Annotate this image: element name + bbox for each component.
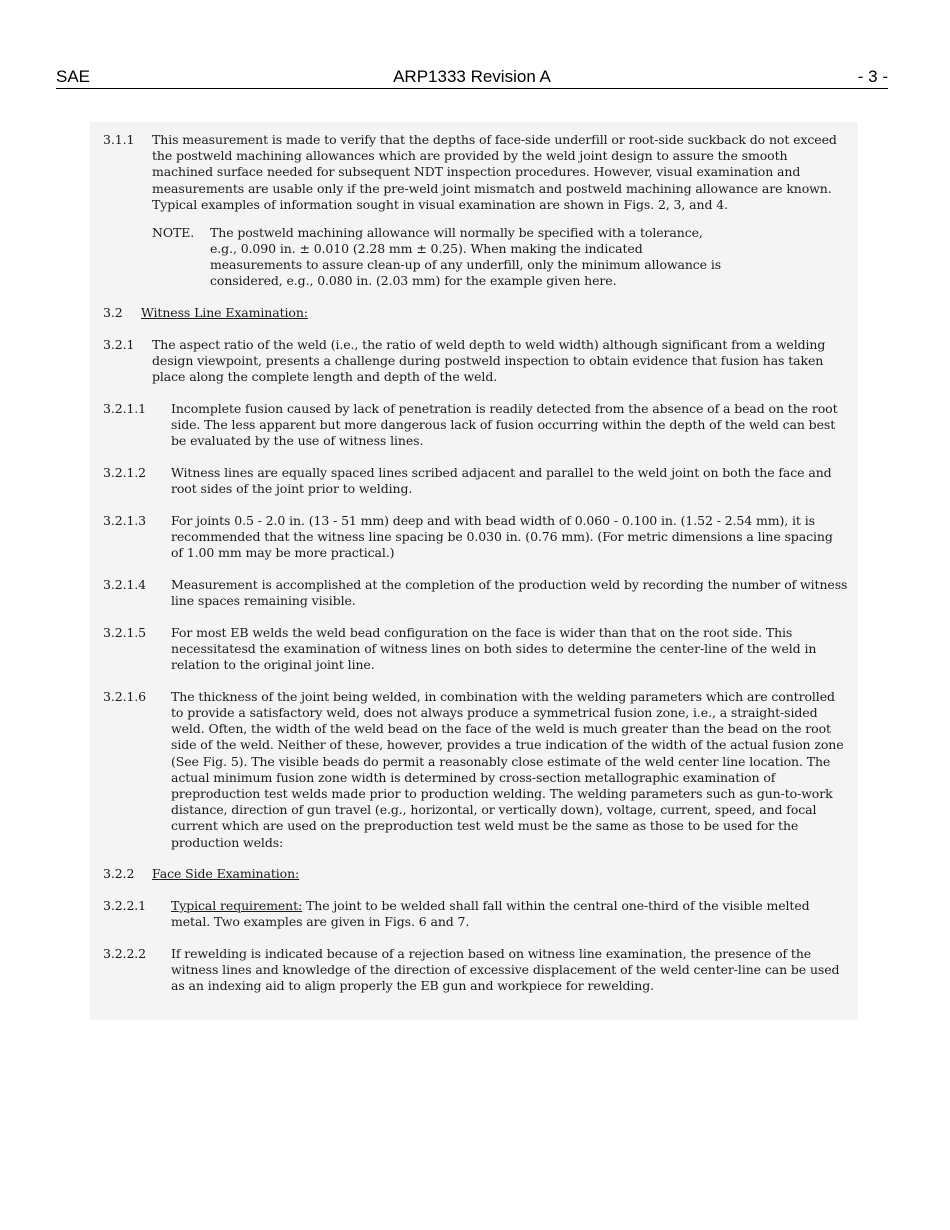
section-number: 3.2.1.3 [103, 512, 147, 528]
section-3-2-2-1 [103, 898, 848, 930]
section-text: Witness lines are equally spaced lines scribed adjacent and parallel to the weld joint on both the face and root sides of the joint prior to welding. [171, 464, 832, 496]
section-text: The aspect ratio of the weld (i.e., the ratio of weld depth to weld width) although significant from a welding design viewpoint, presents a challenge during postweld inspection to obtain evidence that fusion has taken place along the complete length and depth of the weld. [152, 336, 826, 384]
header-document-title: ARP1333 Revision A [393, 67, 551, 86]
section-text: The joint to be welded shall fall within the central one-third of the visible melted metal. Two examples are given in Figs. 6 and 7. [171, 898, 810, 930]
section-number: 3.2.1.2 [103, 464, 147, 480]
section-number: 3.2 [103, 304, 123, 320]
header-org: SAE [56, 67, 91, 86]
header-page-number: - 3 - [857, 67, 888, 86]
note-text: The postweld machining allowance will normally be specified with a tolerance, e.g., 0.090 in. ± 0.010 (2.28 mm ± 0.25). When making the indicated measurements to assure clean-up of any underfill, only the minimum allowance is considered, e.g., 0.080 in. (2.03 mm) for the example given here. [210, 224, 722, 289]
section-number: 3.1.1 [103, 132, 135, 147]
section-number: 3.2.2.1 [103, 898, 147, 914]
section-text: For most EB welds the weld bead configuration on the face is wider than that on the root side. This necessitatesd the examination of witness lines on both sides to determine the center-line of the weld in relation to the original joint line. [171, 624, 817, 673]
section-text: This measurement is made to verify that the depths of face-side underfill or root-side suckback do not exceed the postweld machining allowances which are provided by the weld joint design to assure the smooth machined surface needed for subsequent NDT inspection procedures. However, visual examination and measurements are usable only if the pre-weld joint mismatch and postweld machining allowance are known. Typical examples of information sought in visual examination are shown in Figs. 2, 3, and 4. [152, 132, 837, 212]
document-body [103, 132, 848, 1010]
section-number: 3.2.1.6 [103, 688, 147, 704]
section-3-1-1 [103, 132, 848, 213]
section-number: 3.2.2 [103, 866, 135, 882]
section-number: 3.2.2.2 [103, 945, 147, 961]
section-3-2-1-6 [103, 689, 848, 851]
section-number: 3.2.1.1 [103, 400, 147, 416]
section-heading: Face Side Examination: [152, 866, 300, 882]
note-block [152, 225, 848, 290]
section-heading: Witness Line Examination: [141, 304, 308, 320]
section-3-2-2-heading [103, 866, 848, 882]
section-number: 3.2.1.4 [103, 576, 147, 592]
section-text: The thickness of the joint being welded, in combination with the welding parameters which are controlled to provide a satisfactory weld, does not always produce a symmetrical fusion zone, i.e., a straight-sided weld. Often, the width of the weld bead on the face of the weld is much greater than the bead on the root side of the weld. Neither of these, however, provides a true indication of the width of the actual fusion zone (See Fig. 5). The visible beads do permit a reasonably close estimate of the weld center line location. The actual minimum fusion zone width is determined by cross-section metallographic examination of preproduction test welds made prior to production welding. The welding parameters such as gun-to-work distance, direction of gun travel (e.g., horizontal, or vertically down), voltage, current, speed, and focal current which are used on the preproduction test weld must be the same as those to be used for the production welds: [171, 688, 844, 850]
section-text: For joints 0.5 - 2.0 in. (13 - 51 mm) deep and with bead width of 0.060 - 0.100 in. (1.52 - 2.54 mm), it is recommended that the witness line spacing be 0.030 in. (0.76 mm). (For metric dimensions a line spacing of 1.00 mm may be more practical.) [171, 512, 833, 561]
page-header [56, 66, 888, 89]
note-label: NOTE. [152, 224, 195, 240]
section-3-2-1 [103, 337, 848, 386]
section-number: 3.2.1 [103, 336, 135, 352]
section-lead: Typical requirement: [171, 898, 303, 914]
section-3-2-1-2 [103, 465, 848, 497]
section-3-2-1-3 [103, 513, 848, 562]
section-3-2-2-2 [103, 946, 848, 995]
section-number: 3.2.1.5 [103, 624, 147, 640]
section-3-2-1-1 [103, 401, 848, 450]
section-text: Incomplete fusion caused by lack of penetration is readily detected from the absence of a bead on the root side. The less apparent but more dangerous lack of fusion occurring within the depth of the weld can best be evaluated by the use of witness lines. [171, 400, 838, 449]
section-text: If rewelding is indicated because of a rejection based on witness line examination, the presence of the witness lines and knowledge of the direction of excessive displacement of the weld center-line can be used as an indexing aid to align properly the EB gun and workpiece for rewelding. [171, 945, 840, 994]
section-text: Measurement is accomplished at the completion of the production weld by recording the number of witness line spaces remaining visible. [171, 576, 848, 608]
section-3-2-1-5 [103, 625, 848, 674]
section-3-2-heading [103, 305, 848, 321]
section-3-2-1-4 [103, 577, 848, 609]
